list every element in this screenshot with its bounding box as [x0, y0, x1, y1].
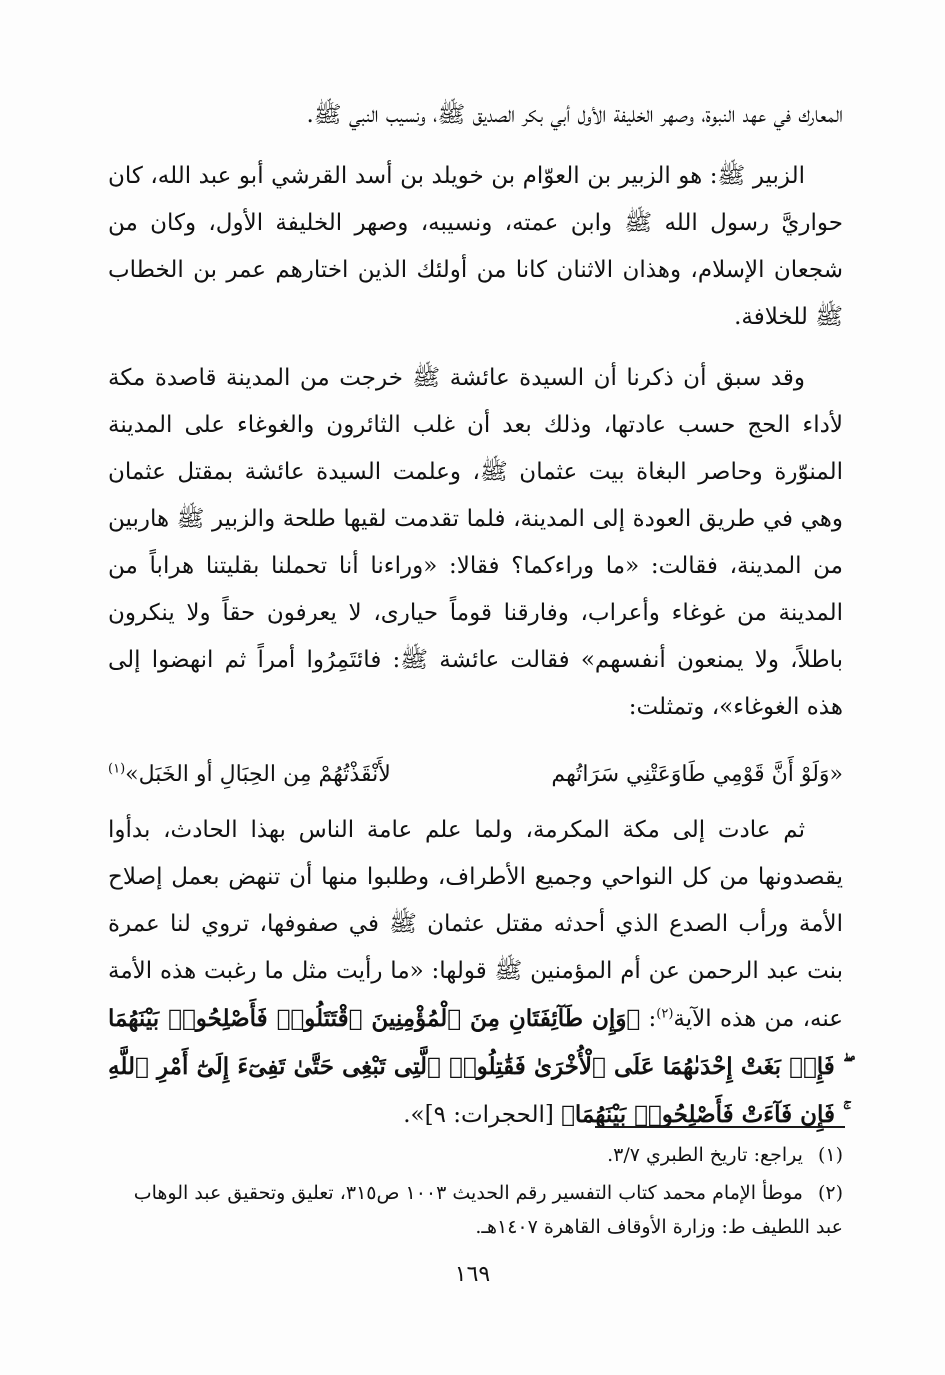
footnote-ref-2: (٢) — [656, 1006, 674, 1022]
verse-second-hemistich-wrap — [108, 751, 391, 798]
quran-verse: ﴿وَإِن طَآئِفَتَانِ مِنَ ٱلْمُؤْمِنِينَ ٱقْتَتَلُوا۟ فَأَصْلِحُوا۟ بَيْنَهُمَا ۖ فَإِنۢ بَغَتْ إِحْدَىٰهُمَا عَلَى ٱلْأُخْرَىٰ فَقَٰتِلُوا۟ ٱلَّتِى تَبْغِى حَتَّىٰ تَفِىٓءَ إِلَىٰٓ أَمْرِ ٱللَّهِ ۚ فَإِن فَآءَتْ فَأَصْلِحُوا۟ بَيْنَهُمَا﴾ — [108, 1005, 843, 1128]
paragraph-4-text: ثم عادت إلى مكة المكرمة، ولما علم عامة الناس بهذا الحادث، بدأوا يقصدونها من كل النواحي وجميع الأطراف، وطلبوا منها أن تنهض بعمل إصلاح الأمة ورأب الصدع الذي أحدثه مقتل عثمان ﷺ في صفوفها، تروي لنا عمرة بنت عبد الرحمن عن أم المؤمنين ﷺ قولها: «ما رأيت مثل ما رغبت هذه الأمة عنه، من هذه الآية — [108, 817, 844, 1032]
footnote-divider — [595, 1126, 845, 1128]
quran-citation: [الحجرات: ٩]». — [403, 1102, 562, 1128]
footnote-text: موطأ الإمام محمد كتاب التفسير رقم الحديث ١٠٠٣ ص٣١٥، تعليق وتحقيق عبد الوهاب عبد اللطيف ط: وزارة الأوقاف القاهرة ١٤٠٧هـ. — [133, 1182, 843, 1238]
colon: : — [640, 1006, 657, 1032]
poetry-verse — [108, 745, 843, 795]
verse-second-hemistich: لأَنْقَذْتُهُمْ مِن الحِبَالِ أو الخَبَل» — [125, 762, 391, 787]
paragraph-4 — [108, 807, 843, 1139]
paragraph-3: وقد سبق أن ذكرنا أن السيدة عائشة ﷺ خرجت من المدينة قاصدة مكة لأداء الحج حسب عادتها، وذلك بعد أن غلب الثائرون والغوغاء على المدينة المنوّرة وحاصر البغاة بيت عثمان ﷺ، وعلمت السيدة عائشة بمقتل عثمان وهي في طريق العودة إلى المدينة، فلما تقدمت لقيها طلحة والزبير ﷺ هاربين من المدينة، فقالت: «ما وراءكما؟ فقالا: «وراءنا أنا تحملنا بقليتنا هراباً من المدينة من غوغاء وأعراب، وفارقنا قوماً حيارى، لا يعرفون حقاً ولا ينكرون باطلاً، ولا يمنعون أنفسهم» فقالت عائشة ﷺ: فائتَمِرُوا أمراً ثم انهضوا إلى هذه الغوغاء»، وتمثلت: — [108, 365, 843, 720]
main-text — [108, 92, 843, 1153]
footnote-ref-1: (١) — [108, 761, 126, 777]
paragraph-1: المعارك في عهد النبوة، وصهر الخليفة الأول أبي بكر الصديق ﷺ، ونسيب النبي ﷺ. — [306, 102, 843, 128]
footnote-1 — [108, 1138, 843, 1172]
footnote-number: (١) — [817, 1144, 843, 1166]
footnotes — [108, 1138, 843, 1248]
footnote-number: (٢) — [817, 1182, 843, 1204]
footnote-2 — [108, 1176, 843, 1244]
page-number: ١٦٩ — [454, 1262, 491, 1287]
paragraph-2: الزبير ﷺ: هو الزبير بن العوّام بن خويلد بن أسد القرشي أبو عبد الله، كان حواريَّ رسول الله ﷺ وابن عمته، ونسيبه، وصهر الخليفة الأول، وكان من شجعان الإسلام، وهذان الاثنان كانا من أولئك الذين اختارهم عمر بن الخطاب ﷺ للخلافة. — [108, 163, 843, 330]
verse-first-hemistich: «وَلَوْ أَنَّ قَوْمِي طَاوَعَتْنِي سَرَاتُهم — [551, 762, 843, 787]
footnote-text: يراجع: تاريخ الطبري ٣/٧. — [607, 1144, 803, 1166]
